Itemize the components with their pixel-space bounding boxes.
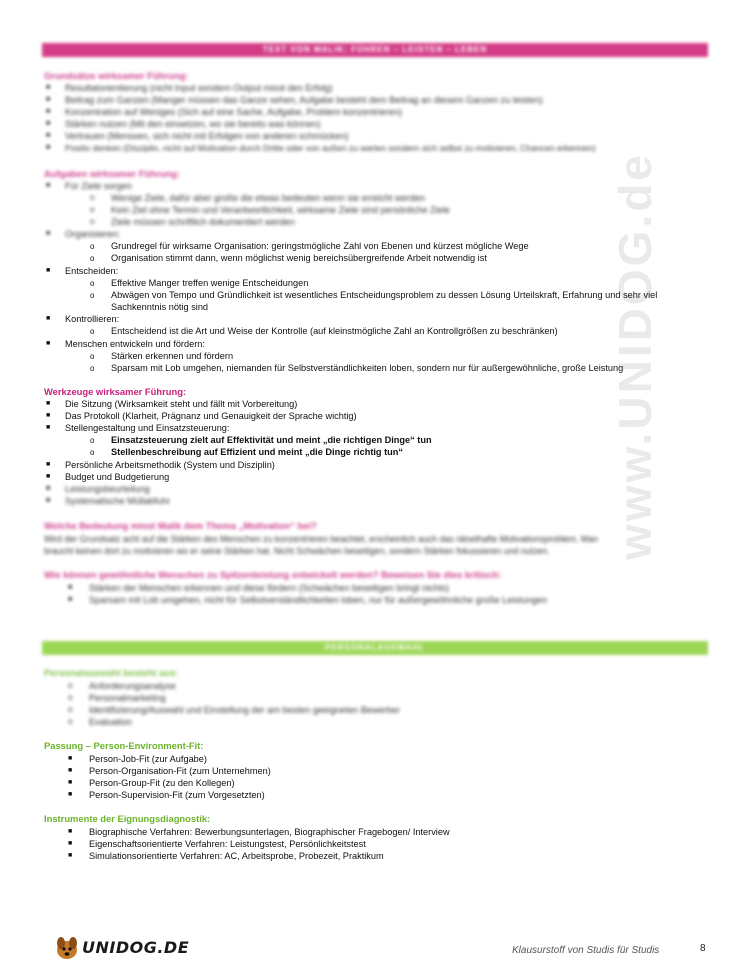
bullet-icon: o [90, 352, 95, 361]
list-item: Vertrauen (Mensxen, sich nicht mit Erfolgen von anderen schmücken) [65, 131, 349, 141]
list-item: Systematische Müllabfuhr [65, 496, 171, 506]
bullet-icon: o [68, 693, 73, 702]
bullet-icon: ■ [46, 400, 51, 407]
bullet-icon: ■ [46, 340, 51, 347]
list-item: Simulationsorientierte Verfahren: AC, Arbeitsprobe, Probezeit, Praktikum [89, 851, 384, 861]
watermark: www.UNIDOG.de [609, 152, 661, 560]
bullet-icon: ■ [68, 852, 73, 859]
list-item: Stärken der Menschen erkennen und diese fördern (Schwächen beseitigen bringt nichts) [89, 583, 450, 593]
bullet-icon: ■ [68, 767, 73, 774]
paragraph-line: braucht keinen dort zu motivieren wo er seine Stärken hat. Nicht Schwächen beseitigen, sondern Stärken fokussieren und nutzen. [44, 546, 550, 556]
list-item: Entscheidend ist die Art und Weise der Kontrolle (auf kleinstmögliche Zahl an Kontrollgrößen zu beschränken) [111, 326, 558, 336]
list-item: Organisieren: [65, 229, 121, 239]
list-item: Persönliche Arbeitsmethodik (System und Disziplin) [65, 460, 275, 470]
paragraph-line: Wird der Grundsatz acht auf die Stärken des Menschen zu konzentrieren beachtet, erscheinlich auch das rätselhafte Motivationsproblem. Man [44, 534, 599, 544]
list-item: Ziele müssen schriftlich dokumentiert werden [111, 217, 295, 227]
heading-eignungsdiagnostik: Instrumente der Eignungsdiagnostik: [44, 813, 211, 824]
bullet-icon: ■ [46, 424, 51, 431]
list-item: Sparsam mit Lob umgehen, niemanden für Selbstverständlichkeiten loben, sondern nur für außergewöhnliche, große Leistung [111, 363, 624, 373]
list-item: Menschen entwickeln und fördern: [65, 339, 205, 349]
bullet-icon: o [90, 291, 95, 300]
bullet-icon: o [90, 242, 95, 251]
bullet-icon: ■ [46, 497, 51, 504]
list-item: Person-Group-Fit (zu den Kollegen) [89, 778, 235, 788]
list-item: Die Sitzung (Wirksamkeit steht und fällt mit Vorbereitung) [65, 399, 298, 409]
bullet-icon: o [90, 254, 95, 263]
bullet-icon: ■ [46, 315, 51, 322]
list-item: Sachkenntnis nötig sind [111, 302, 209, 312]
bullet-icon: ■ [68, 584, 73, 591]
heading-personalauswahl: Personalauswahl besteht aus: [44, 667, 179, 678]
bullet-icon: ■ [46, 108, 51, 115]
list-item: Person-Organisation-Fit (zum Unternehmen) [89, 766, 271, 776]
bullet-icon: ■ [68, 828, 73, 835]
list-item: Abwägen von Tempo und Gründlichkeit ist wesentliches Entscheidungsproblem zu dessen Lösung Urteilskraft, Erfahrung und sehr viel [111, 290, 658, 300]
list-item: Anforderungsanalyse [89, 681, 176, 691]
heading-passung: Passung – Person-Environment-Fit: [44, 740, 204, 751]
list-item: Person-Job-Fit (zur Aufgabe) [89, 754, 207, 764]
list-item: Budget und Budgetierung [65, 472, 170, 482]
list-item: Grundregel für wirksame Organisation: geringstmögliche Zahl von Ebenen und kürzest mögliche Wege [111, 241, 529, 251]
bullet-icon: ■ [46, 84, 51, 91]
section-band-malik: TEXT VON MALIK: FÜHREN – LEISTEN – LEBEN [42, 43, 708, 57]
list-item: Sparsam mit Lob umgehen, nicht für Selbstverständlichkeiten loben, nur für außergewöhnliche große Leistungen [89, 595, 548, 605]
bullet-icon: ■ [46, 182, 51, 189]
bullet-icon: o [90, 436, 95, 445]
list-item: Einsatzsteuerung zielt auf Effektivität und meint „die richtigen Dinge“ tun [111, 435, 432, 445]
bullet-icon: o [90, 279, 95, 288]
bullet-icon: ■ [68, 779, 73, 786]
bullet-icon: ■ [46, 120, 51, 127]
bullet-icon: ■ [46, 485, 51, 492]
bullet-icon: ■ [68, 755, 73, 762]
heading-werkzeuge: Werkzeuge wirksamer Führung: [44, 386, 187, 397]
list-item: Identifizierung/Auswahl und Einstellung der am besten geeigneten Bewerber [89, 705, 401, 715]
bullet-icon: o [90, 364, 95, 373]
list-item: Evaluation [89, 717, 132, 727]
list-item: Kontrollieren: [65, 314, 120, 324]
bullet-icon: ■ [46, 144, 51, 151]
list-item: Positiv denken (Disziplin, nicht auf Motivation durch Dritte oder von außen zu warten sondern sich selbst zu motivieren, Chancen erkennen) [65, 143, 596, 153]
list-item: Konzentration auf Weniges (Sich auf eine Sache, Aufgabe, Problem konzentrieren) [65, 107, 402, 117]
list-item: Personalmarketing [89, 693, 166, 703]
list-item: Organisation stimmt dann, wenn möglichst wenig bereichsübergreifende Arbeit notwendig ist [111, 253, 487, 263]
list-item: Beitrag zum Ganzen (Manger müssen das Ganze sehen, Aufgabe besteht dem Beitrag an diesem Ganzen zu leisten) [65, 95, 543, 105]
bullet-icon: ■ [46, 473, 51, 480]
heading-aufgaben: Aufgaben wirksamer Führung: [44, 168, 180, 179]
list-item: Person-Supervision-Fit (zum Vorgesetzten) [89, 790, 265, 800]
list-item: Kein Ziel ohne Termin und Verantwortlichkeit, wirksame Ziele sind persönliche Ziele [111, 205, 450, 215]
list-item: Stärken nutzen (Mit den einsetzen, wo sie bereits was können) [65, 119, 321, 129]
bullet-icon: ■ [46, 96, 51, 103]
bullet-icon: ■ [46, 412, 51, 419]
list-item: Wenige Ziele, dafür aber große die etwas bedeuten wenn sie erreicht werden [111, 193, 425, 203]
bullet-icon: o [68, 705, 73, 714]
list-item: Stellengestaltung und Einsatzsteuerung: [65, 423, 230, 433]
bullet-icon: o [90, 327, 95, 336]
bullet-icon: ■ [46, 132, 51, 139]
bullet-icon: o [68, 717, 73, 726]
footer-tagline: Klausurstoff von Studis für Studis [512, 945, 660, 956]
list-item: Stellenbeschreibung auf Effizient und meint „die Dinge richtig tun“ [111, 447, 403, 457]
unidog-logo [52, 932, 190, 962]
list-item: Eigenschaftsorientierte Verfahren: Leistungstest, Persönlichkeitstest [89, 839, 366, 849]
list-item: Leistungsbeurteilung [65, 484, 150, 494]
bullet-icon: o [90, 205, 95, 214]
list-item: Biographische Verfahren: Bewerbungsunterlagen, Biographischer Fragebogen/ Interview [89, 827, 450, 837]
page-number: 8 [700, 943, 706, 954]
dog-icon [52, 932, 82, 962]
bullet-icon: ■ [68, 596, 73, 603]
bullet-icon: o [90, 448, 95, 457]
bullet-icon: ■ [46, 461, 51, 468]
bullet-icon: ■ [68, 840, 73, 847]
bullet-icon: ■ [46, 267, 51, 274]
bullet-icon: o [90, 193, 95, 202]
list-item: Das Protokoll (Klarheit, Prägnanz und Genauigkeit der Sprache wichtig) [65, 411, 357, 421]
list-item: Resultatorientierung (nicht Input sondern Output misst den Erfolg) [65, 83, 333, 93]
bullet-icon: o [68, 681, 73, 690]
heading-grundsaetze: Grundsätze wirksamer Führung: [44, 70, 189, 81]
list-item: Entscheiden: [65, 266, 119, 276]
logo-text: UNIDOG.DE [82, 938, 190, 957]
list-item: Effektive Manger treffen wenige Entscheidungen [111, 278, 309, 288]
section-band-personalauswahl: PERSONALAUSWAHL [42, 641, 708, 655]
bullet-icon: o [90, 217, 95, 226]
bullet-icon: ■ [46, 230, 51, 237]
heading-spitzenleistung: Wie können gewöhnliche Menschen zu Spitzenleistung entwickelt werden? Beweisen Sie dies kritisch: [44, 569, 502, 580]
bullet-icon: ■ [68, 791, 73, 798]
list-item: Für Ziele sorgen [65, 181, 132, 191]
heading-motivation: Welche Bedeutung misst Malik dem Thema „Motivation“ bei? [44, 520, 317, 531]
list-item: Stärken erkennen und fördern [111, 351, 234, 361]
